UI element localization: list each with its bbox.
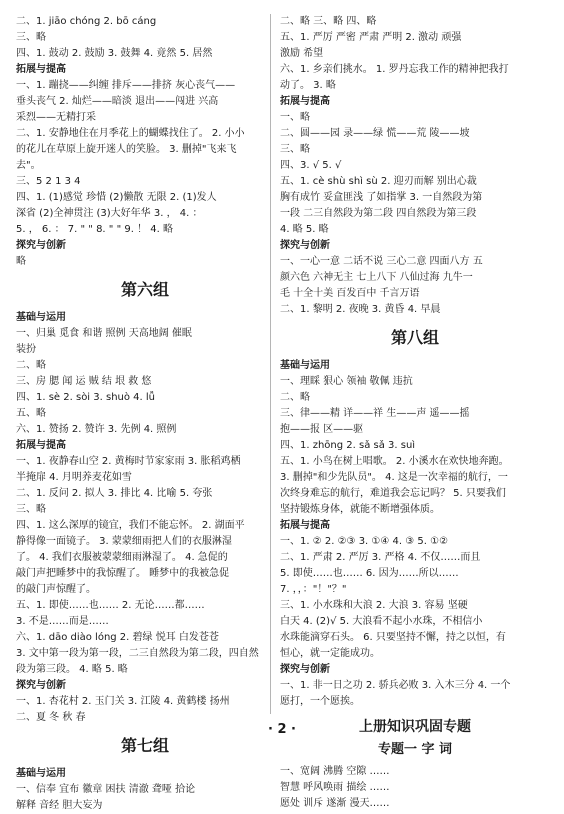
answer-line: 二、略 [280,392,310,403]
answer-line: 五、1. 严厉 严密 严肃 严明 2. 激动 顽强 [280,32,462,43]
answer-line: 次终身难忘的航行，难道我会忘记吗？ 5. 只要我们 [280,488,506,499]
answer-line: 深省 (2)全神贯注 (3)大好年华 3. ， 4. ： [16,208,203,219]
section-heading: 基础与运用 [280,360,330,371]
answer-line: 二、圆——园 录——绿 慌——荒 陵——坡 [280,128,470,139]
answer-line: 一、1. 夜静春山空 2. 黄梅时节家家雨 3. 胀稻鸡栖 [16,456,241,467]
answer-line: 二、1. jiāo chóng 2. bō cáng [16,16,157,27]
answer-block [280,110,550,238]
answer-line: 三、略 [280,144,310,155]
answer-line: 一、1. ② 2. ②③ 3. ①④ 4. ③ 5. ①② [280,536,449,547]
answer-line: 三、5 2 1 3 4 [16,176,81,187]
answer-block [280,678,550,710]
answer-block [16,78,274,238]
answer-line: 采烈——无精打采 [16,112,96,123]
answer-block [280,764,550,812]
answer-line: 恒心，就一定能成功。 [280,648,380,659]
answer-line: 二、1. 反问 2. 拟人 3. 排比 4. 比喻 5. 夸张 [16,488,213,499]
answer-line: 五、1. 小鸟在树上唱歌。 2. 小溪水在欢快地奔跑。 [280,456,509,467]
page-number: · 2 · [268,722,296,737]
answer-line: 3. 删掉"和少先队员"。 4. 这是一次幸福的航行，一 [280,472,508,483]
answer-line: 二、略 [16,360,46,371]
section-heading: 探究与创新 [280,664,330,675]
group-title: 第六组 [120,280,169,299]
answer-line: 激励 希望 [280,48,324,59]
answer-line: 一段 二三自然段为第二段 四自然段为第三段 [280,208,477,219]
answer-line: 四、1. zhōng 2. sǎ sǎ 3. suì [280,440,416,451]
answer-line: 一、1. 非一日之功 2. 骄兵必败 3. 入木三分 4. 一个 [280,680,511,691]
answer-block [280,534,550,662]
answer-line: 二、略 三、略 四、略 [280,16,377,27]
answer-block [280,374,550,518]
answer-line: 一、宽阔 沸腾 空隙 …… [280,766,390,777]
answer-line: 六、1. 赞扬 2. 赞许 3. 先例 4. 照例 [16,424,177,435]
answer-line: 了。 4. 我们衣服被蒙蒙细雨淋湿了。 4. 急促的 [16,552,228,563]
section-heading: 基础与运用 [16,312,66,323]
answer-line: 四、1. 这么深厚的镜宜，我们不能忘怀。 2. 湖面平 [16,520,245,531]
answer-line: 四、1. sè 2. sòi 3. shuò 4. lǚ [16,392,156,403]
unit-title: 上册知识巩固专题 [359,719,471,735]
answer-line: 水珠能滴穿石头。 6. 只要坚持不懈，持之以恒，有 [280,632,506,643]
answer-line: 一、1. 蹦挠——纠缠 排斥——排挤 灰心丧气—— [16,80,236,91]
answer-line: 二、1. 严肃 2. 严厉 3. 严格 4. 不仅……而且 [280,552,481,563]
answer-line: 略 [16,256,26,267]
answer-block [16,14,274,62]
answer-line: 解释 音经 胆大妄为 [16,800,103,811]
answer-line: 半掩扉 4. 月明养麦花如雪 [16,472,132,483]
section-heading: 探究与创新 [16,680,66,691]
section-heading: 基础与运用 [16,768,66,779]
answer-line: 三、房 腮 闻 运 贼 结 垠 救 悠 [16,376,152,387]
left-column [16,14,274,814]
answer-line: 毛 十全十美 百发百中 千言万语 [280,288,420,299]
answer-block [16,326,274,438]
answer-line: 三、略 [16,504,46,515]
group-title: 第八组 [390,328,439,347]
answer-line: 坚持锻炼身体，就能不断增强体质。 [280,504,440,515]
answer-line: 动了。 3. 略 [280,80,336,91]
answer-line: 抱——报 区——驱 [280,424,364,435]
answer-line: 五、1. cè shù shì sù 2. 迎刃而解 别出心裁 [280,176,477,187]
answer-line: 四、3. √ 5. √ [280,160,342,171]
section-heading: 探究与创新 [16,240,66,251]
answer-line: 三、1. 小水珠和大浪 2. 大浪 3. 容易 坚硬 [280,600,468,611]
answer-line: 一、归巢 觅食 和谐 照例 天高地阔 催眠 [16,328,192,339]
answer-line: 5. ， 6. ： 7. " " 8. " " 9. ！ 4. 略 [16,224,173,235]
topic-title: 专题一 字 词 [377,742,453,757]
answer-line: 5. 即使……也…… 6. 因为……所以…… [280,568,459,579]
section-heading: 拓展与提高 [280,520,330,531]
answer-line: 愿处 训斥 遂渐 漫天…… [280,798,390,809]
answer-line: 胸有成竹 妥盒匪浅 了如指掌 3. 一自然段为第 [280,192,483,203]
answer-block [16,454,274,678]
answer-line: 去"。 [16,160,41,171]
group-title: 第七组 [120,736,169,755]
answer-line: 4. 略 5. 略 [280,224,329,235]
answer-line: 二、1. 黎明 2. 夜晚 3. 黄昏 4. 早晨 [280,304,441,315]
answer-line: 一、理睬 狠心 领袖 敬佩 违抗 [280,376,413,387]
section-heading: 拓展与提高 [16,64,66,75]
answer-line: 三、略 [16,32,46,43]
answer-line: 的花儿在草原上旋开迷人的笑脸。 3. 删掉"飞来飞 [16,144,237,155]
answer-line: 7. ，，："！"？" [280,584,347,595]
answer-line: 六、1. 乡亲们挑水。 1. 罗丹忘我工作的精神把我打 [280,64,509,75]
answer-block [280,14,550,94]
right-column [280,14,550,812]
answer-line: 一、1. 杏花村 2. 玉门关 3. 江陵 4. 黄鹤楼 扬州 [16,696,230,707]
answer-line: 的敲门声惊醒了。 [16,584,96,595]
answer-line: 三、律——精 详——祥 生——声 遥——摇 [280,408,470,419]
answer-line: 一、信奉 宜布 徽章 困扶 清澈 聋哑 拾论 [16,784,196,795]
answer-line: 一、略 [280,112,310,123]
answer-line: 四、1. (1)感觉 珍惜 (2)懒散 无限 2. (1)发人 [16,192,217,203]
answer-line: 段为第三段。 4. 略 5. 略 [16,664,128,675]
section-heading: 探究与创新 [280,240,330,251]
answer-line: 白天 4. (2)√ 5. 大浪看不起小水珠，不相信小 [280,616,483,627]
answer-line: 垂头丧气 2. 灿烂——暗淡 退出——闯进 兴高 [16,96,219,107]
section-heading: 拓展与提高 [16,440,66,451]
answer-line: 3. 文中第一段为第一段，二三自然段为第二段，四自然 [16,648,259,659]
section-heading: 拓展与提高 [280,96,330,107]
answer-line: 3. 不是……而是…… [16,616,109,627]
answer-line: 装扮 [16,344,36,355]
answer-line: 四、1. 鼓动 2. 鼓励 3. 鼓舞 4. 竟然 5. 居然 [16,48,213,59]
answer-block [16,782,274,814]
answer-line: 敲门声把睡梦中的我惊醒了。 睡梦中的我被急促 [16,568,230,579]
answer-line: 愿打，一个愿挨。 [280,696,360,707]
answer-line: 五、1. 即使……也…… 2. 无论……都…… [16,600,205,611]
answer-line: 六、1. dāo diào lóng 2. 碧绿 悦耳 白发苍苍 [16,632,219,643]
answer-line: 二、1. 安静地住在月季花上的蝴蝶找住了。 2. 小小 [16,128,245,139]
answer-line: 五、略 [16,408,46,419]
answer-line: 颜六色 六神无主 七上八下 八仙过海 九牛一 [280,272,473,283]
answer-line: 智慧 呼风唤雨 描绘 …… [280,782,390,793]
answer-block [280,254,550,318]
answer-line: 二、夏 冬 秋 春 [16,712,86,723]
answer-line: 静得像一面镜子。 3. 蒙蒙细雨把人们的衣服淋湿 [16,536,232,547]
answer-line: 一、一心一意 二话不说 三心二意 四面八方 五 [280,256,483,267]
